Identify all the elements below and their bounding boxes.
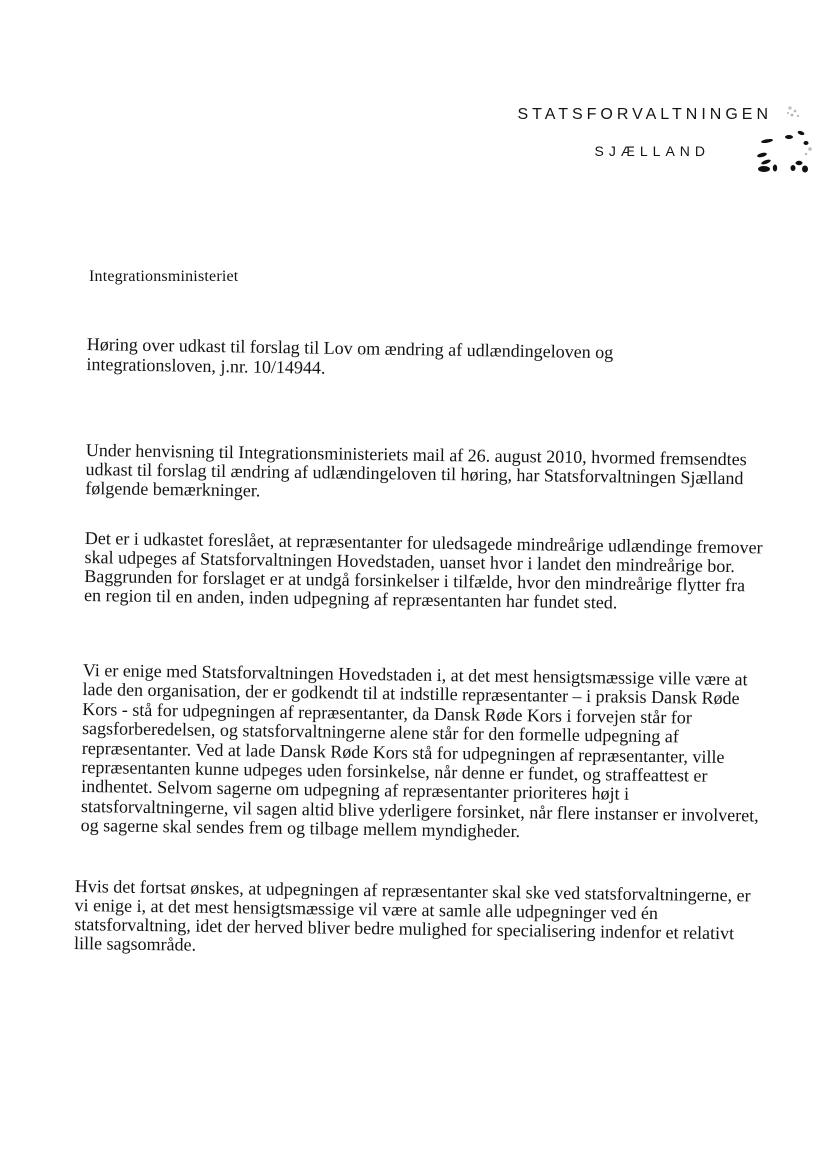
letterhead-region: SJÆLLAND (594, 143, 710, 159)
paragraph-1: Under henvisning til Integrationsministeriets mail af 26. august 2010, hvormed fremsendtes udkast til forslag til ændring af udlændingeloven til høring, har Statsforvaltningen Sjælland følgende bemærkninger. (85, 440, 747, 501)
paragraph-4: Hvis det fortsat ønskes, at udpegningen af repræsentanter skal ske ved statsforvaltningerne, er vi enige i, at det mest hensigtsmæssige vil være at samle alle udpegninger ved én statsforvaltning, idet der herved bliver bedre mulighed for specialisering indenfor et relativt lille sagsområde. (73, 876, 751, 955)
letterhead-organization: STATSFORVALTNINGEN (517, 106, 772, 123)
subject-line: Høring over udkast til forslag til Lov om ændring af udlændingeloven og integrationsloven, j.nr. 10/14944. (86, 334, 614, 378)
paragraph-2: Det er i udkastet foreslået, at repræsentanter for uledsagede mindreårige udlændinge fremover skal udpeges af Statsforvaltningen Hovedstaden, uanset hvor i landet den mindreårige bor. Baggrunden for forslaget er at undgå forsinkelser i tilfælde, hvor den mindreårige flytter fra en region til en anden, inden udpegning af repræsentanten har fundet sted. (83, 528, 763, 613)
paragraph-3: Vi er enige med Statsforvaltningen Hovedstaden i, at det mest hensigtsmæssige ville være at lade den organisation, der er godkendt til at indstille repræsentanter – i praksis Dansk Røde Kors - stå for udpegningen af repræsentanter, da Dansk Røde Kors i forvejen står for sagsforberedelsen, og statsforvaltningerne alene står for den formelle udpegning af repræsentanter. Ved at lade Dansk Røde Kors stå for udpegningen af repræsentanter, ville repræsentanten kunne udpeges uden forsinkelse, når denne er fundet, og straffeattest er indhentet. Selvom sagerne om udpegning af repræsentanter prioriteres højt i statsforvaltningerne, vil sagen altid blive yderligere forsinket, når flere instanser er involveret, og sagerne skal sendes frem og tilbage mellem myndigheder. (80, 660, 759, 842)
recipient: Integrationsministeriet (89, 268, 239, 285)
statsforvaltningen-dots-logo-icon (748, 102, 818, 184)
